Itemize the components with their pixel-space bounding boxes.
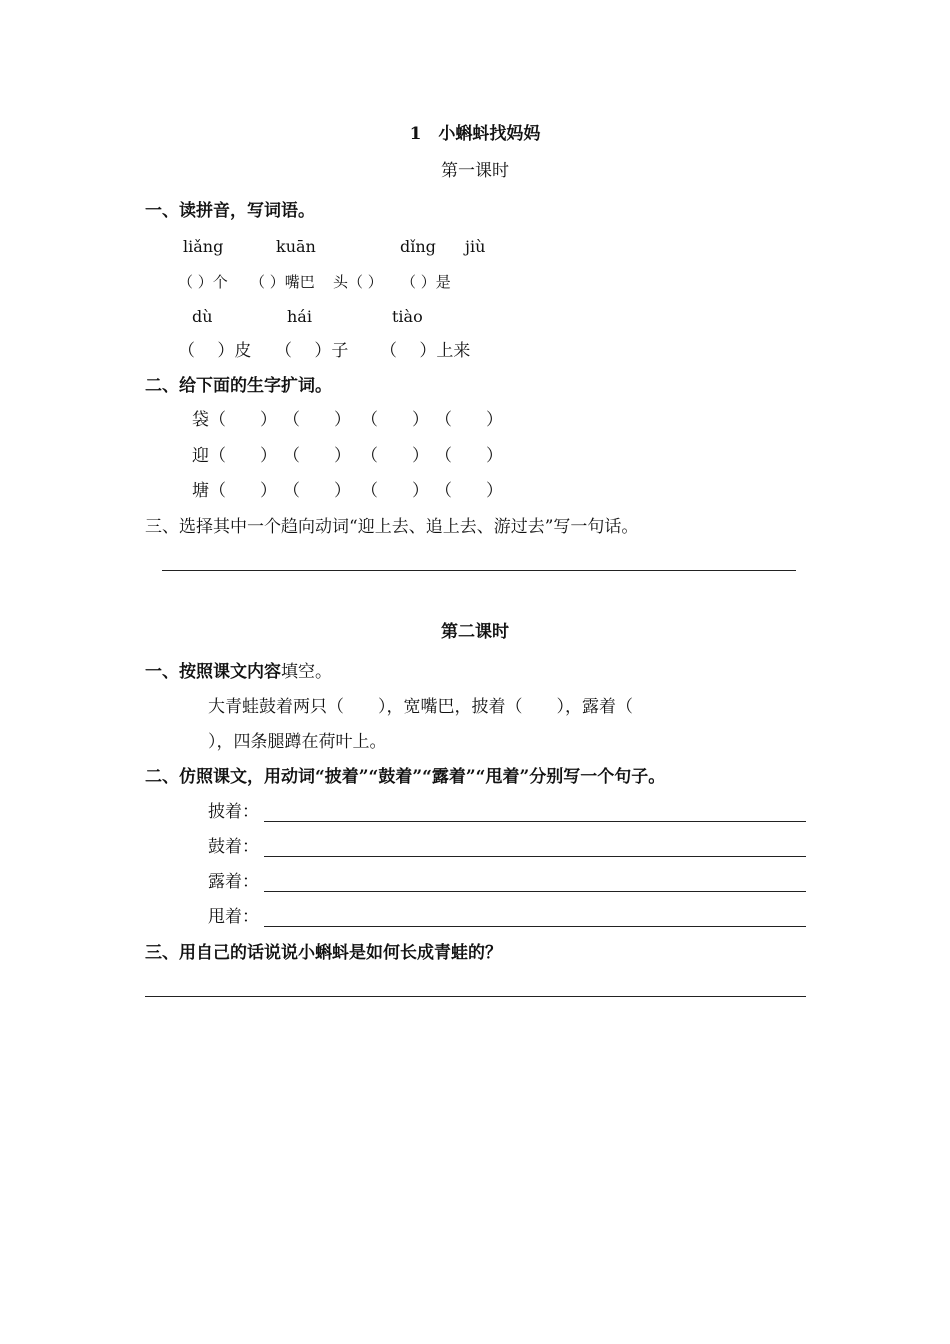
answer-line-guzhe[interactable]: [264, 856, 806, 857]
l2-q1-line2: ），四条腿蹲在荷叶上。: [208, 732, 387, 752]
expand-row-ying: [192, 445, 503, 467]
blank-zuiba: （ ）嘴巴: [250, 273, 315, 291]
label-pizhe: 披着：: [208, 802, 259, 822]
l2-q1-heading: [145, 661, 332, 683]
blank-shi: （ ）是: [401, 273, 451, 291]
blank: （ ）: [361, 481, 429, 501]
label-shuaizhe: 甩着：: [208, 907, 259, 927]
char-ying: 迎: [192, 446, 209, 466]
l2-q1-heading-bold: 一、按照课文内容: [145, 662, 281, 682]
l1-q1-heading: 一、读拼音，写词语。: [145, 201, 315, 221]
answer-line-pizhe[interactable]: [264, 821, 806, 822]
l1-q3-heading: 三、选择其中一个趋向动词“迎上去、追上去、游过去”写一句话。: [145, 517, 639, 537]
answer-line-luzhe[interactable]: [264, 891, 806, 892]
blank-pi: （ ）皮: [178, 341, 252, 361]
l2-q1-heading-normal: 填空。: [281, 662, 332, 682]
expand-row-tang: [192, 480, 503, 502]
expand-row-dai: [192, 409, 503, 431]
char-tang: 塘: [192, 481, 209, 501]
answer-line-shuaizhe[interactable]: [264, 926, 806, 927]
blank: （ ）: [361, 410, 429, 430]
l2-q1-line1: 大青蛙鼓着两只（ ），宽嘴巴，披着（ ），露着（: [208, 697, 633, 717]
blank: （ ）: [283, 410, 351, 430]
lesson2-subtitle: 第二课时: [441, 622, 509, 642]
pinyin-kuan: kuān: [276, 237, 316, 256]
l1-q2-heading: 二、给下面的生字扩词。: [145, 376, 332, 396]
blank: （ ）: [209, 446, 277, 466]
blank-shanglai: （ ）上来: [380, 341, 471, 361]
pinyin-du: dù: [192, 307, 213, 326]
blank-tou: 头（ ）: [333, 273, 383, 291]
blank: （ ）: [435, 410, 503, 430]
blank: （ ）: [209, 481, 277, 501]
pinyin-liang: liǎng: [183, 237, 224, 256]
label-luzhe: 露着：: [208, 872, 259, 892]
blank-ge: （ ）个: [178, 273, 228, 291]
l2-q3-heading: 三、用自己的话说说小蝌蚪是如何长成青蛙的？: [145, 943, 502, 963]
char-dai: 袋: [192, 410, 209, 430]
pinyin-jiu: jiù: [465, 237, 486, 256]
answer-line[interactable]: [162, 570, 796, 571]
pinyin-tiao: tiào: [392, 307, 423, 326]
lesson1-subtitle: 第一课时: [441, 161, 509, 181]
page-title: 1 小蝌蚪找妈妈: [409, 124, 541, 144]
pinyin-ding: dǐng: [400, 237, 436, 256]
label-guzhe: 鼓着：: [208, 837, 259, 857]
blank: （ ）: [209, 410, 277, 430]
answer-line-final[interactable]: [145, 996, 806, 997]
l2-q2-heading: 二、仿照课文，用动词“披着”“鼓着”“露着”“甩着”分别写一个句子。: [145, 767, 666, 787]
blank: （ ）: [435, 446, 503, 466]
blank: （ ）: [283, 446, 351, 466]
blank: （ ）: [361, 446, 429, 466]
blank: （ ）: [435, 481, 503, 501]
blank-zi: （ ）子: [275, 341, 349, 361]
pinyin-hai: hái: [287, 307, 312, 326]
blank: （ ）: [283, 481, 351, 501]
